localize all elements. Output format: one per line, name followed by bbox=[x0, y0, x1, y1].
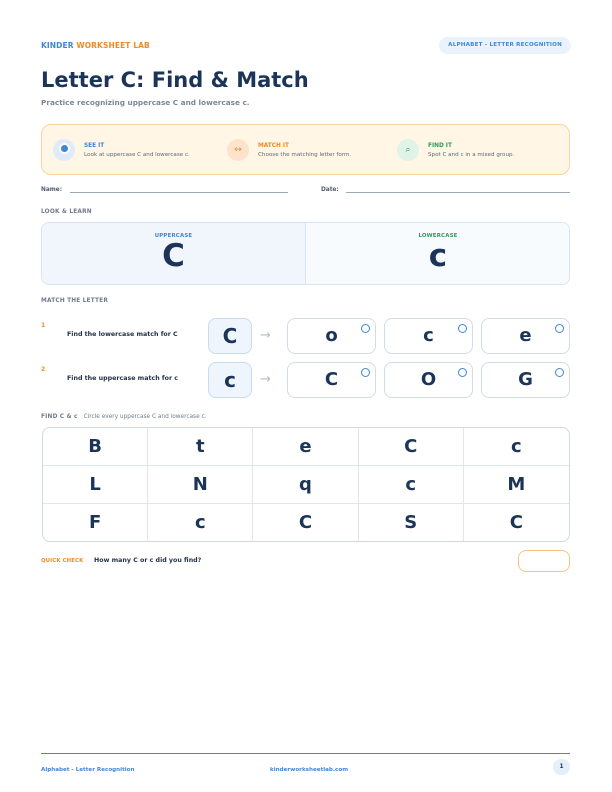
step-title: MATCH IT bbox=[258, 143, 289, 149]
target-letter: C bbox=[208, 318, 252, 354]
uppercase-panel bbox=[42, 223, 306, 284]
letter-cell[interactable]: M bbox=[464, 466, 569, 504]
step-description: Spot C and c in a mixed group. bbox=[428, 152, 515, 158]
steps-panel bbox=[41, 124, 570, 175]
letter-cell[interactable]: q bbox=[253, 466, 358, 504]
find-instruction: Circle every uppercase C and lowercase c. bbox=[83, 414, 207, 420]
circle-choice-icon[interactable] bbox=[361, 368, 370, 377]
letter-cell[interactable]: e bbox=[253, 428, 358, 466]
lowercase-letter: c bbox=[428, 238, 448, 274]
letter-cell[interactable]: L bbox=[43, 466, 148, 504]
step-title: FIND IT bbox=[428, 143, 452, 149]
lowercase-caption: LOWERCASE bbox=[418, 233, 458, 239]
look-and-learn-card bbox=[41, 222, 570, 285]
row-number: 2 bbox=[41, 366, 46, 373]
row-number: 1 bbox=[41, 322, 46, 329]
brand-part-kinder: KINDER bbox=[41, 41, 74, 50]
letter-cell[interactable]: C bbox=[359, 428, 464, 466]
step-description: Look at uppercase C and lowercase c. bbox=[84, 152, 190, 158]
letter-cell[interactable]: c bbox=[464, 428, 569, 466]
letter-cell[interactable]: C bbox=[253, 504, 358, 541]
lowercase-panel bbox=[306, 223, 570, 284]
brand-logo bbox=[41, 41, 150, 50]
letter-cell[interactable]: F bbox=[43, 504, 148, 541]
look-and-learn-heading: LOOK & LEARN bbox=[41, 209, 92, 215]
match-option[interactable] bbox=[481, 318, 570, 354]
circle-choice-icon[interactable] bbox=[361, 324, 370, 333]
letter-cell[interactable]: t bbox=[148, 428, 253, 466]
option-letter: C bbox=[324, 369, 339, 390]
uppercase-caption: UPPERCASE bbox=[154, 233, 193, 239]
match-heading: MATCH THE LETTER bbox=[41, 298, 108, 304]
quick-check-label: QUICK CHECK bbox=[41, 558, 84, 564]
match-option[interactable] bbox=[384, 362, 473, 398]
uppercase-letter: C bbox=[162, 238, 185, 274]
match-option[interactable] bbox=[384, 318, 473, 354]
page-subtitle: Practice recognizing uppercase C and lowercase c. bbox=[41, 98, 250, 107]
match-question: Find the lowercase match for C bbox=[67, 331, 178, 338]
letter-cell[interactable]: c bbox=[148, 504, 253, 541]
name-label: Name: bbox=[41, 187, 63, 193]
brand-part-worksheet-lab: WORKSHEET LAB bbox=[76, 41, 150, 50]
eye-dot-icon bbox=[53, 139, 75, 161]
page-number-badge: 1 bbox=[553, 759, 570, 775]
option-letter: c bbox=[423, 325, 434, 346]
arrow-right-icon: → bbox=[260, 328, 271, 343]
match-option[interactable] bbox=[481, 362, 570, 398]
find-heading-row bbox=[41, 414, 207, 420]
answer-box[interactable] bbox=[518, 550, 570, 572]
magnifier-icon: ⌕ bbox=[397, 139, 419, 161]
match-option[interactable] bbox=[287, 362, 376, 398]
option-letter: O bbox=[420, 369, 437, 390]
option-letter: G bbox=[518, 369, 533, 390]
step-title: SEE IT bbox=[84, 143, 105, 149]
circle-choice-icon[interactable] bbox=[458, 324, 467, 333]
arrow-right-icon: → bbox=[260, 372, 271, 387]
option-letter: o bbox=[325, 325, 338, 346]
letter-cell[interactable]: S bbox=[359, 504, 464, 541]
letter-cell[interactable]: C bbox=[509, 512, 523, 533]
letter-cell[interactable]: B bbox=[43, 428, 148, 466]
circle-choice-icon[interactable] bbox=[555, 324, 564, 333]
match-option[interactable] bbox=[287, 318, 376, 354]
arrows-icon: ↔ bbox=[227, 139, 249, 161]
letter-grid bbox=[42, 427, 570, 542]
name-write-line[interactable] bbox=[70, 192, 288, 193]
circle-choice-icon[interactable] bbox=[458, 368, 467, 377]
option-letter: e bbox=[519, 325, 532, 346]
letter-cell[interactable]: N bbox=[148, 466, 253, 504]
match-question: Find the uppercase match for c bbox=[67, 375, 178, 382]
date-label: Date: bbox=[321, 187, 339, 193]
footer-divider bbox=[41, 753, 570, 754]
footer-topic: Alphabet - Letter Recognition bbox=[41, 767, 135, 773]
page-title: Letter C: Find & Match bbox=[41, 68, 309, 92]
footer-website: kinderworksheetlab.com bbox=[270, 767, 349, 773]
find-heading: FIND C & c bbox=[41, 414, 78, 420]
letter-cell[interactable]: c bbox=[359, 466, 464, 504]
circle-choice-icon[interactable] bbox=[555, 368, 564, 377]
date-write-line[interactable] bbox=[346, 192, 570, 193]
target-letter: c bbox=[208, 362, 252, 398]
step-description: Choose the matching letter form. bbox=[258, 152, 352, 158]
quick-check-question: How many C or c did you find? bbox=[94, 557, 202, 564]
topic-badge: ALPHABET - LETTER RECOGNITION bbox=[439, 37, 571, 54]
